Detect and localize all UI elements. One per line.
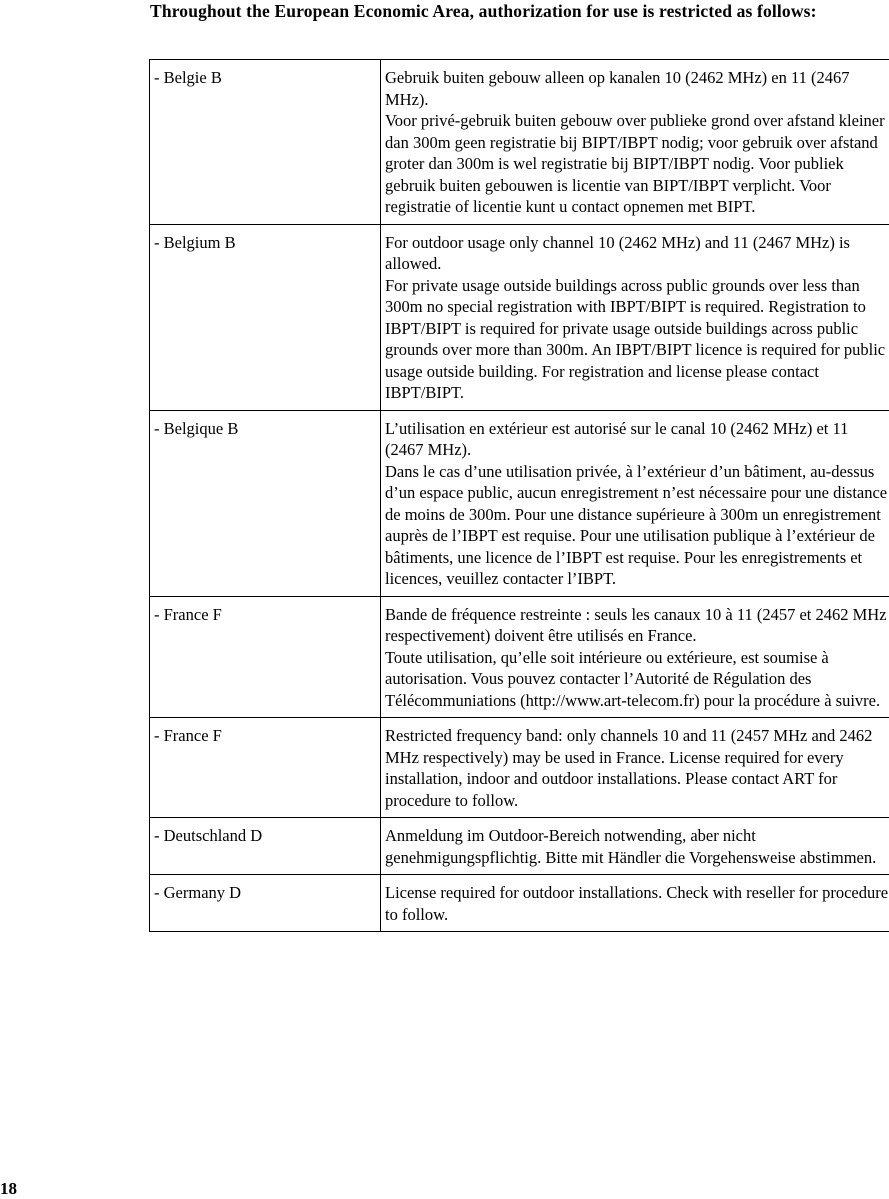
authorization-table (149, 59, 889, 932)
country-cell: - Belgie B (150, 60, 381, 225)
table-row (150, 410, 889, 596)
description-paragraph: Toute utilisation, qu’elle soit intérieure ou extérieure, est soumise à autorisation. Vous pouvez contacter l’Autorité de Régulation des Télécommuniations (http://www.art-telecom.fr) pour la procédure à suivre. (385, 647, 881, 710)
description-paragraph: Voor privé-gebruik buiten gebouw over publieke grond over afstand kleiner dan 300m geen registratie bij BIPT/IBPT nodig; voor gebruik over afstand groter dan 300m is wel registratie bij BIPT/IBPT nodig. Voor publiek gebruik buiten gebouwen is licentie van BIPT/IBPT verplicht. Voor registratie of licentie kunt u contact opnemen met BIPT. (385, 111, 885, 216)
description-cell (381, 410, 889, 596)
description-paragraph: Anmeldung im Outdoor-Bereich notwending, aber nicht genehmigungspflichtig. Bitte mit Händler die Vorgehensweise abstimmen. (385, 826, 877, 867)
description-cell (381, 875, 889, 932)
description-cell (381, 718, 889, 818)
description-paragraph: Restricted frequency band: only channels 10 and 11 (2457 MHz and 2462 MHz respectively) may be used in France. License required for every installation, indoor and outdoor installations. Please contact ART for procedure to follow. (385, 726, 873, 810)
description-paragraph: Gebruik buiten gebouw alleen op kanalen 10 (2462 MHz) en 11 (2467 MHz). (385, 68, 850, 109)
table-row (150, 718, 889, 818)
country-cell: - France F (150, 718, 381, 818)
description-cell (381, 818, 889, 875)
description-paragraph: L’utilisation en extérieur est autorisé sur le canal 10 (2462 MHz) et 11 (2467 MHz). (385, 418, 849, 459)
country-cell: - Deutschland D (150, 818, 381, 875)
table-row (150, 224, 889, 410)
description-cell (381, 60, 889, 225)
country-cell: - Belgique B (150, 410, 381, 596)
description-paragraph: Dans le cas d’une utilisation privée, à l’extérieur d’un bâtiment, au-dessus d’un espace public, aucun enregistrement n’est nécessaire pour une distance de moins de 300m. Pour une distance supérieure à 300m un enregistrement auprès de l’IBPT est requise. Pour une utilisation publique à l’extérieur de bâtiments, une licence de l’IBPT est requise. Pour les enregistrements et licences, veuillez contacter l’IBPT. (385, 461, 888, 588)
table-row (150, 818, 889, 875)
table-row (150, 596, 889, 718)
page-number: 18 (0, 1179, 17, 1198)
intro-heading: Throughout the European Economic Area, authorization for use is restricted as follows: (150, 1, 817, 21)
description-paragraph: Bande de fréquence restreinte : seuls les canaux 10 à 11 (2457 et 2462 MHz respectivement) doivent être utilisés en France. (385, 604, 887, 645)
description-paragraph: For private usage outside buildings across public grounds over less than 300m no special registration with IBPT/BIPT is required. Registration to IBPT/BIPT is required for private usage outside buildings across public grounds over more than 300m. An IBPT/BIPT licence is required for public usage outside building. For registration and license please contact IBPT/BIPT. (385, 275, 886, 402)
description-paragraph: For outdoor usage only channel 10 (2462 MHz) and 11 (2467 MHz) is allowed. (385, 232, 850, 273)
description-cell (381, 224, 889, 410)
table-row (150, 60, 889, 225)
country-cell: - Germany D (150, 875, 381, 932)
country-cell: - Belgium B (150, 224, 381, 410)
description-paragraph: License required for outdoor installations. Check with reseller for procedure to follow. (385, 883, 889, 924)
description-cell (381, 596, 889, 718)
table-row (150, 875, 889, 932)
country-cell: - France F (150, 596, 381, 718)
